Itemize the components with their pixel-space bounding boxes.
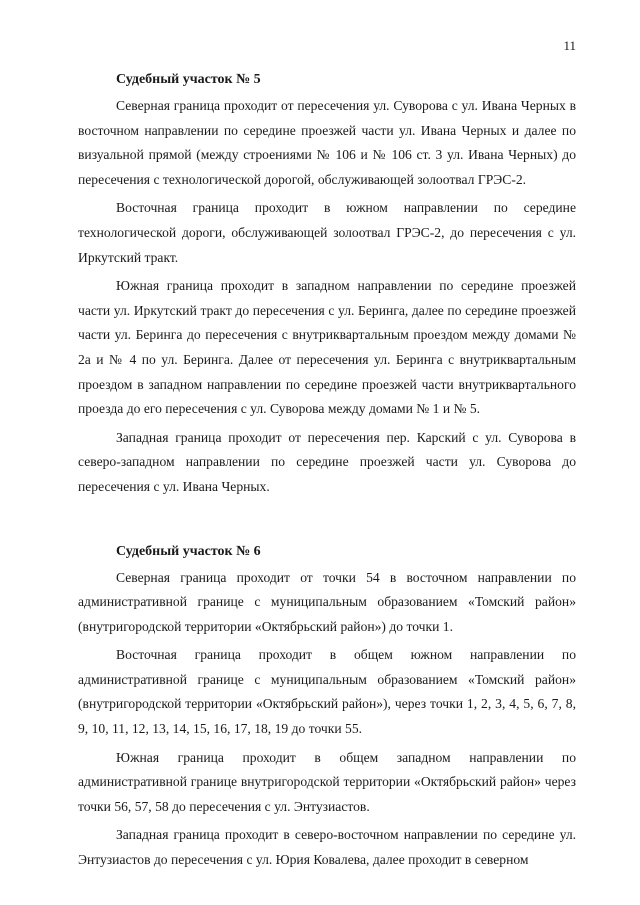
paragraph-east-boundary: Восточная граница проходит в южном направлении по середине технологической дороги, обслуживающей золоотвал ГРЭС-2, до пересечения с ул. Иркутский тракт. [78, 200, 576, 265]
paragraph-west-boundary: Западная граница проходит от пересечения пер. Карский с ул. Суворова в северо-западном направлении по середине проезжей части ул. Суворова до пересечения с ул. Ивана Черных. [78, 429, 576, 494]
paragraph-south-boundary: Южная граница проходит в западном направлении по середине проезжей части ул. Иркутский тракт до пересечения с ул. Беринга, далее по середине проезжей части ул. Беринга до пересечения с внутриквартальным проездом между домами № 2а и № 4 по ул. Беринга. Далее от пересечения ул. Беринга с внутриквартальным проездом в западном направлении по середине проезжей части внутриквартального проезда до его пересечения с ул. Суворова между домами № 1 и № 5. [78, 278, 576, 417]
paragraph-west-boundary: Западная граница проходит в северо-восточном направлении по середине ул. Энтузиастов до пересечения с ул. Юрия Ковалева, далее проходит в северном [78, 827, 576, 868]
page-number: 11 [563, 38, 576, 53]
section-title: Судебный участок № 6 [116, 543, 261, 559]
section-court-district-6 [78, 540, 576, 873]
paragraph-north-boundary: Северная граница проходит от пересечения ул. Суворова с ул. Ивана Черных в восточном направлении по середине проезжей части ул. Ивана Черных и далее по визуальной прямой (между строениями № 106 и № 106 ст. 3 ул. Ивана Черных) до пересечения с технологической дорогой, обслуживающей золоотвал ГРЭС-2. [78, 98, 576, 187]
section-spacer [78, 504, 576, 540]
document-body [78, 68, 576, 877]
section-court-district-5 [78, 68, 576, 500]
section-title: Судебный участок № 5 [116, 72, 261, 87]
paragraph-south-boundary: Южная граница проходит в общем западном направлении по административной границе внутригородской территории «Октябрьский район» через точки 56, 57, 58 до пересечения с ул. Энтузиастов. [78, 749, 576, 814]
paragraph-east-boundary: Восточная граница проходит в общем южном направлении по административной границе с муниципальным образованием «Томский район» (внутригородской территории «Октябрьский район»), через точки 1, 2, 3, 4, 5, 6, 7, 8, 9, 10, 11, 12, 13, 14, 15, 16, 17, 18, 19 до точки 55. [78, 647, 576, 737]
paragraph-north-boundary: Северная граница проходит от точки 54 в восточном направлении по административной границе с муниципальным образованием «Томский район» (внутригородской территории «Октябрьский район») до точки 1. [78, 569, 576, 634]
